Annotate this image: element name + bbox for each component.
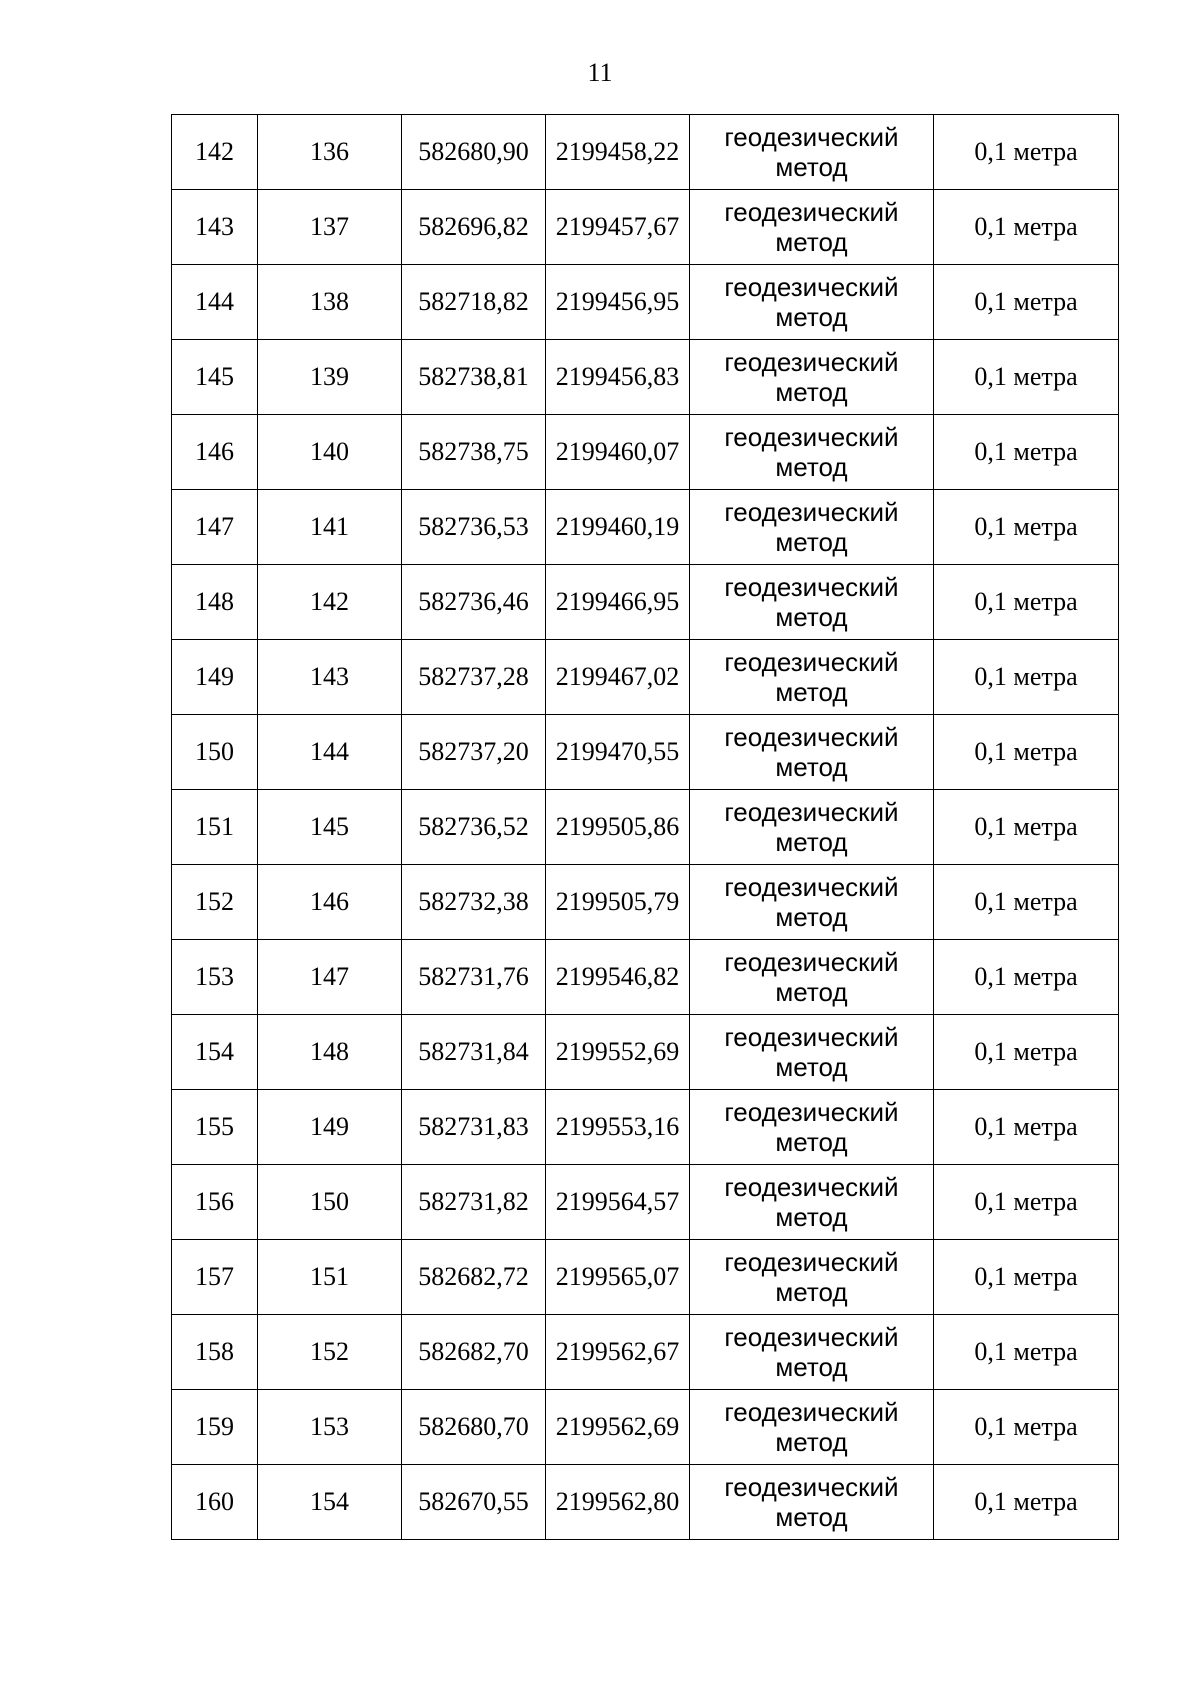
method-line-2: метод bbox=[775, 1052, 848, 1082]
x-coordinate-cell: 582737,28 bbox=[402, 640, 546, 715]
method-line-2: метод bbox=[775, 752, 848, 782]
method-cell bbox=[690, 1165, 934, 1240]
point-number-cell: 139 bbox=[258, 340, 402, 415]
row-number-cell: 153 bbox=[172, 940, 258, 1015]
row-number-cell: 143 bbox=[172, 190, 258, 265]
x-coordinate-cell: 582738,81 bbox=[402, 340, 546, 415]
accuracy-cell: 0,1 метра bbox=[934, 565, 1119, 640]
y-coordinate-cell: 2199564,57 bbox=[546, 1165, 690, 1240]
table-row bbox=[172, 415, 1119, 490]
point-number-cell: 152 bbox=[258, 1315, 402, 1390]
table-row bbox=[172, 115, 1119, 190]
method-cell bbox=[690, 1315, 934, 1390]
y-coordinate-cell: 2199565,07 bbox=[546, 1240, 690, 1315]
y-coordinate-cell: 2199466,95 bbox=[546, 565, 690, 640]
method-cell bbox=[690, 1090, 934, 1165]
point-number-cell: 145 bbox=[258, 790, 402, 865]
accuracy-cell: 0,1 метра bbox=[934, 1390, 1119, 1465]
point-number-cell: 149 bbox=[258, 1090, 402, 1165]
method-line-2: метод bbox=[775, 227, 848, 257]
method-cell bbox=[690, 1390, 934, 1465]
y-coordinate-cell: 2199458,22 bbox=[546, 115, 690, 190]
accuracy-cell: 0,1 метра bbox=[934, 865, 1119, 940]
method-line-1: геодезический bbox=[724, 722, 899, 752]
row-number-cell: 148 bbox=[172, 565, 258, 640]
method-line-1: геодезический bbox=[724, 1397, 899, 1427]
accuracy-cell: 0,1 метра bbox=[934, 115, 1119, 190]
method-cell bbox=[690, 265, 934, 340]
y-coordinate-cell: 2199562,69 bbox=[546, 1390, 690, 1465]
accuracy-cell: 0,1 метра bbox=[934, 190, 1119, 265]
method-line-2: метод bbox=[775, 1127, 848, 1157]
table-row bbox=[172, 565, 1119, 640]
method-line-2: метод bbox=[775, 827, 848, 857]
row-number-cell: 145 bbox=[172, 340, 258, 415]
y-coordinate-cell: 2199460,19 bbox=[546, 490, 690, 565]
x-coordinate-cell: 582682,72 bbox=[402, 1240, 546, 1315]
y-coordinate-cell: 2199505,86 bbox=[546, 790, 690, 865]
table-body bbox=[172, 115, 1119, 1540]
table-row bbox=[172, 1465, 1119, 1540]
row-number-cell: 146 bbox=[172, 415, 258, 490]
method-cell bbox=[690, 715, 934, 790]
point-number-cell: 146 bbox=[258, 865, 402, 940]
y-coordinate-cell: 2199553,16 bbox=[546, 1090, 690, 1165]
method-line-2: метод bbox=[775, 977, 848, 1007]
method-cell bbox=[690, 565, 934, 640]
method-line-1: геодезический bbox=[724, 1322, 899, 1352]
method-line-1: геодезический bbox=[724, 272, 899, 302]
table-row bbox=[172, 490, 1119, 565]
point-number-cell: 150 bbox=[258, 1165, 402, 1240]
point-number-cell: 153 bbox=[258, 1390, 402, 1465]
coordinates-table bbox=[171, 114, 1119, 1540]
table-row bbox=[172, 1315, 1119, 1390]
point-number-cell: 151 bbox=[258, 1240, 402, 1315]
point-number-cell: 147 bbox=[258, 940, 402, 1015]
point-number-cell: 154 bbox=[258, 1465, 402, 1540]
table-row bbox=[172, 340, 1119, 415]
method-cell bbox=[690, 1015, 934, 1090]
y-coordinate-cell: 2199552,69 bbox=[546, 1015, 690, 1090]
method-line-2: метод bbox=[775, 1352, 848, 1382]
page-number: 11 bbox=[587, 58, 613, 87]
method-cell bbox=[690, 190, 934, 265]
method-line-1: геодезический bbox=[724, 872, 899, 902]
table-row bbox=[172, 1165, 1119, 1240]
method-line-1: геодезический bbox=[724, 797, 899, 827]
accuracy-cell: 0,1 метра bbox=[934, 265, 1119, 340]
method-line-2: метод bbox=[775, 1427, 848, 1457]
table-row bbox=[172, 1090, 1119, 1165]
x-coordinate-cell: 582731,84 bbox=[402, 1015, 546, 1090]
table-row bbox=[172, 790, 1119, 865]
table-row bbox=[172, 265, 1119, 340]
x-coordinate-cell: 582737,20 bbox=[402, 715, 546, 790]
method-line-1: геодезический bbox=[724, 122, 899, 152]
method-line-2: метод bbox=[775, 602, 848, 632]
point-number-cell: 143 bbox=[258, 640, 402, 715]
row-number-cell: 142 bbox=[172, 115, 258, 190]
method-line-1: геодезический bbox=[724, 347, 899, 377]
row-number-cell: 159 bbox=[172, 1390, 258, 1465]
row-number-cell: 147 bbox=[172, 490, 258, 565]
table-row bbox=[172, 715, 1119, 790]
accuracy-cell: 0,1 метра bbox=[934, 415, 1119, 490]
accuracy-cell: 0,1 метра bbox=[934, 1015, 1119, 1090]
accuracy-cell: 0,1 метра bbox=[934, 1090, 1119, 1165]
method-cell bbox=[690, 340, 934, 415]
method-cell bbox=[690, 940, 934, 1015]
x-coordinate-cell: 582736,46 bbox=[402, 565, 546, 640]
table-row bbox=[172, 640, 1119, 715]
x-coordinate-cell: 582732,38 bbox=[402, 865, 546, 940]
method-line-1: геодезический bbox=[724, 1472, 899, 1502]
y-coordinate-cell: 2199562,67 bbox=[546, 1315, 690, 1390]
row-number-cell: 160 bbox=[172, 1465, 258, 1540]
row-number-cell: 152 bbox=[172, 865, 258, 940]
accuracy-cell: 0,1 метра bbox=[934, 1240, 1119, 1315]
row-number-cell: 156 bbox=[172, 1165, 258, 1240]
accuracy-cell: 0,1 метра bbox=[934, 1315, 1119, 1390]
method-line-2: метод bbox=[775, 902, 848, 932]
y-coordinate-cell: 2199460,07 bbox=[546, 415, 690, 490]
method-line-2: метод bbox=[775, 302, 848, 332]
method-cell bbox=[690, 1240, 934, 1315]
x-coordinate-cell: 582670,55 bbox=[402, 1465, 546, 1540]
accuracy-cell: 0,1 метра bbox=[934, 715, 1119, 790]
method-line-1: геодезический bbox=[724, 1247, 899, 1277]
method-line-1: геодезический bbox=[724, 1097, 899, 1127]
method-line-2: метод bbox=[775, 677, 848, 707]
x-coordinate-cell: 582738,75 bbox=[402, 415, 546, 490]
table-row bbox=[172, 1240, 1119, 1315]
method-line-2: метод bbox=[775, 1502, 848, 1532]
x-coordinate-cell: 582682,70 bbox=[402, 1315, 546, 1390]
point-number-cell: 142 bbox=[258, 565, 402, 640]
accuracy-cell: 0,1 метра bbox=[934, 1165, 1119, 1240]
method-line-2: метод bbox=[775, 1202, 848, 1232]
row-number-cell: 158 bbox=[172, 1315, 258, 1390]
accuracy-cell: 0,1 метра bbox=[934, 1465, 1119, 1540]
method-line-1: геодезический bbox=[724, 1172, 899, 1202]
point-number-cell: 144 bbox=[258, 715, 402, 790]
point-number-cell: 136 bbox=[258, 115, 402, 190]
method-line-2: метод bbox=[775, 452, 848, 482]
row-number-cell: 149 bbox=[172, 640, 258, 715]
method-cell bbox=[690, 865, 934, 940]
accuracy-cell: 0,1 метра bbox=[934, 340, 1119, 415]
method-line-1: геодезический bbox=[724, 572, 899, 602]
method-line-2: метод bbox=[775, 527, 848, 557]
method-line-1: геодезический bbox=[724, 647, 899, 677]
method-line-2: метод bbox=[775, 152, 848, 182]
accuracy-cell: 0,1 метра bbox=[934, 640, 1119, 715]
row-number-cell: 157 bbox=[172, 1240, 258, 1315]
method-line-1: геодезический bbox=[724, 422, 899, 452]
y-coordinate-cell: 2199470,55 bbox=[546, 715, 690, 790]
y-coordinate-cell: 2199562,80 bbox=[546, 1465, 690, 1540]
method-cell bbox=[690, 790, 934, 865]
accuracy-cell: 0,1 метра bbox=[934, 790, 1119, 865]
y-coordinate-cell: 2199467,02 bbox=[546, 640, 690, 715]
method-line-1: геодезический bbox=[724, 497, 899, 527]
table-row bbox=[172, 1015, 1119, 1090]
table-row bbox=[172, 190, 1119, 265]
x-coordinate-cell: 582696,82 bbox=[402, 190, 546, 265]
y-coordinate-cell: 2199456,83 bbox=[546, 340, 690, 415]
y-coordinate-cell: 2199546,82 bbox=[546, 940, 690, 1015]
row-number-cell: 144 bbox=[172, 265, 258, 340]
x-coordinate-cell: 582731,83 bbox=[402, 1090, 546, 1165]
row-number-cell: 155 bbox=[172, 1090, 258, 1165]
row-number-cell: 151 bbox=[172, 790, 258, 865]
x-coordinate-cell: 582736,53 bbox=[402, 490, 546, 565]
method-cell bbox=[690, 640, 934, 715]
point-number-cell: 141 bbox=[258, 490, 402, 565]
y-coordinate-cell: 2199505,79 bbox=[546, 865, 690, 940]
point-number-cell: 137 bbox=[258, 190, 402, 265]
method-cell bbox=[690, 115, 934, 190]
method-cell bbox=[690, 415, 934, 490]
method-line-2: метод bbox=[775, 377, 848, 407]
point-number-cell: 138 bbox=[258, 265, 402, 340]
table-row bbox=[172, 865, 1119, 940]
method-line-1: геодезический bbox=[724, 947, 899, 977]
x-coordinate-cell: 582736,52 bbox=[402, 790, 546, 865]
x-coordinate-cell: 582680,90 bbox=[402, 115, 546, 190]
accuracy-cell: 0,1 метра bbox=[934, 490, 1119, 565]
row-number-cell: 154 bbox=[172, 1015, 258, 1090]
y-coordinate-cell: 2199456,95 bbox=[546, 265, 690, 340]
x-coordinate-cell: 582731,82 bbox=[402, 1165, 546, 1240]
point-number-cell: 140 bbox=[258, 415, 402, 490]
accuracy-cell: 0,1 метра bbox=[934, 940, 1119, 1015]
x-coordinate-cell: 582718,82 bbox=[402, 265, 546, 340]
table-row bbox=[172, 940, 1119, 1015]
method-line-1: геодезический bbox=[724, 197, 899, 227]
point-number-cell: 148 bbox=[258, 1015, 402, 1090]
method-line-2: метод bbox=[775, 1277, 848, 1307]
x-coordinate-cell: 582680,70 bbox=[402, 1390, 546, 1465]
table-row bbox=[172, 1390, 1119, 1465]
method-cell bbox=[690, 1465, 934, 1540]
method-cell bbox=[690, 490, 934, 565]
y-coordinate-cell: 2199457,67 bbox=[546, 190, 690, 265]
row-number-cell: 150 bbox=[172, 715, 258, 790]
method-line-1: геодезический bbox=[724, 1022, 899, 1052]
x-coordinate-cell: 582731,76 bbox=[402, 940, 546, 1015]
